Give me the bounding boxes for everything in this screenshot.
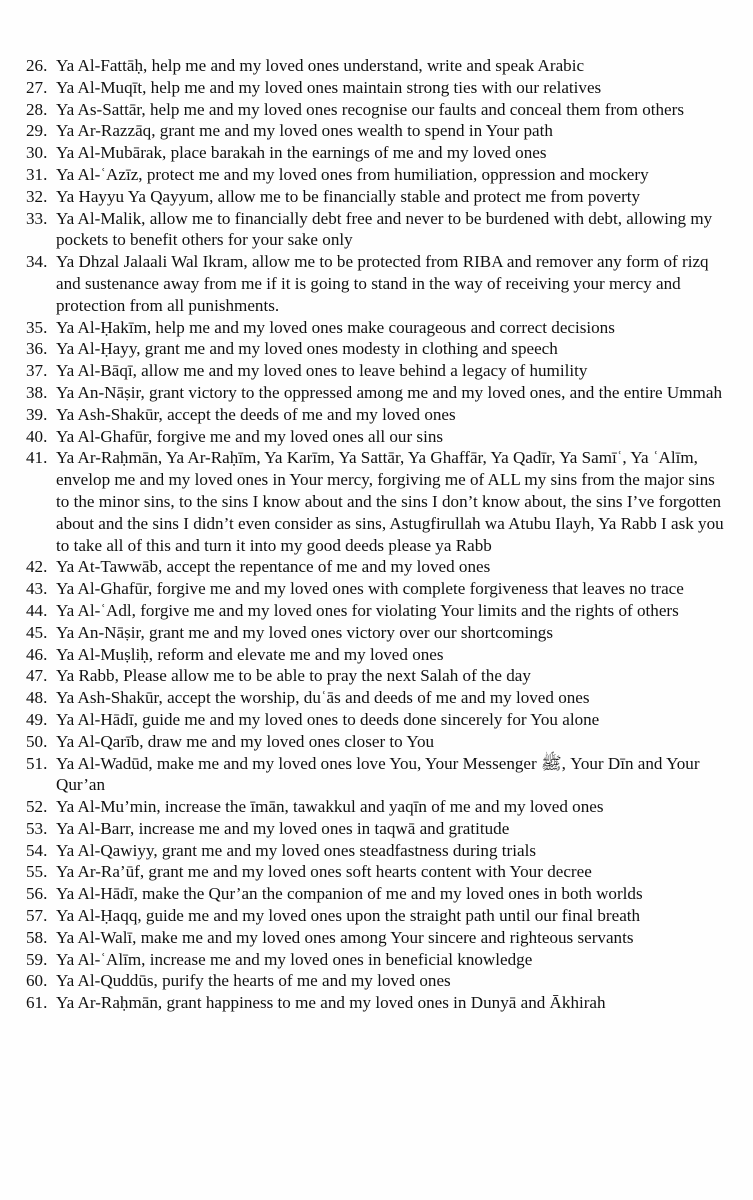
item-text: Ya Al-Bāqī, allow me and my loved ones to leave behind a legacy of humility — [56, 361, 588, 381]
item-number: 27. — [26, 77, 48, 97]
list-item — [26, 644, 726, 666]
list-item — [26, 709, 726, 731]
item-text: Ya Al-Quddūs, purify the hearts of me and my loved ones — [56, 971, 451, 991]
item-number: 52. — [26, 797, 48, 817]
item-number: 36. — [26, 339, 48, 359]
item-number: 53. — [26, 818, 48, 838]
item-text: Ya Al-ʿAlīm, increase me and my loved ones in beneficial knowledge — [56, 949, 533, 969]
list-item — [26, 447, 726, 556]
list-item — [26, 99, 726, 121]
item-text: Ya Al-Qawiyy, grant me and my loved ones steadfastness during trials — [56, 840, 536, 860]
item-text: Ya Al-Muṣliḥ, reform and elevate me and my loved ones — [56, 644, 444, 664]
item-number: 58. — [26, 927, 48, 947]
list-item — [26, 164, 726, 186]
item-text: Ya At-Tawwāb, accept the repentance of me and my loved ones — [56, 557, 491, 577]
list-item — [26, 861, 726, 883]
item-number: 51. — [26, 753, 48, 773]
item-text: Ya Rabb, Please allow me to be able to pray the next Salah of the day — [56, 666, 531, 686]
item-text: Ya Hayyu Ya Qayyum, allow me to be financially stable and protect me from poverty — [56, 186, 641, 206]
item-number: 54. — [26, 840, 48, 860]
list-item — [26, 818, 726, 840]
item-text: Ya Al-Ghafūr, forgive me and my loved ones with complete forgiveness that leaves no trace — [56, 579, 684, 599]
item-text: Ya An-Nāṣir, grant me and my loved ones victory over our shortcomings — [56, 622, 554, 642]
item-text: Ya Al-Qarīb, draw me and my loved ones closer to You — [56, 731, 435, 751]
item-text: Ya Ar-Raḥmān, grant happiness to me and my loved ones in Dunyā and Ākhirah — [56, 993, 606, 1013]
item-number: 60. — [26, 971, 48, 991]
item-number: 37. — [26, 361, 48, 381]
item-text: Ya As-Sattār, help me and my loved ones recognise our faults and conceal them from others — [56, 99, 684, 119]
item-text: Ya Al-Barr, increase me and my loved ones in taqwā and gratitude — [56, 818, 510, 838]
item-number: 61. — [26, 993, 48, 1013]
item-text: Ya Al-Muqīt, help me and my loved ones maintain strong ties with our relatives — [56, 77, 602, 97]
item-text: Ya Ash-Shakūr, accept the deeds of me and my loved ones — [56, 404, 456, 424]
list-item — [26, 731, 726, 753]
item-text: Ya Dhzal Jalaali Wal Ikram, allow me to be protected from RIBA and remover any form of rizq and sustenance away from me if it is going to stand in the way of receiving your mercy and protection from all punishments. — [56, 252, 709, 315]
item-number: 38. — [26, 382, 48, 402]
item-text: Ya Al-Ghafūr, forgive me and my loved ones all our sins — [56, 426, 444, 446]
item-text: Ya Al-Mu’min, increase the īmān, tawakkul and yaqīn of me and my loved ones — [56, 797, 604, 817]
item-number: 44. — [26, 600, 48, 620]
item-text: Ya An-Nāṣir, grant victory to the oppressed among me and my loved ones, and the entire Ummah — [56, 382, 722, 402]
list-item — [26, 55, 726, 77]
list-item — [26, 120, 726, 142]
item-number: 39. — [26, 404, 48, 424]
item-number: 32. — [26, 186, 48, 206]
item-number: 28. — [26, 99, 48, 119]
item-number: 48. — [26, 688, 48, 708]
dua-list — [26, 55, 726, 1014]
list-item — [26, 622, 726, 644]
list-item — [26, 77, 726, 99]
item-text: Ya Ash-Shakūr, accept the worship, duʿās and deeds of me and my loved ones — [56, 688, 590, 708]
list-item — [26, 665, 726, 687]
item-number: 34. — [26, 252, 48, 272]
item-number: 31. — [26, 164, 48, 184]
item-text: Ya Al-Ḥakīm, help me and my loved ones make courageous and correct decisions — [56, 317, 615, 337]
item-number: 43. — [26, 579, 48, 599]
item-number: 41. — [26, 448, 48, 468]
list-item — [26, 840, 726, 862]
list-item — [26, 251, 726, 316]
list-item — [26, 578, 726, 600]
item-text: Ya Al-ʿAdl, forgive me and my loved ones for violating Your limits and the rights of others — [56, 600, 679, 620]
item-number: 57. — [26, 906, 48, 926]
item-text: Ya Ar-Razzāq, grant me and my loved ones wealth to spend in Your path — [56, 121, 553, 141]
item-text: Ya Al-Ḥaqq, guide me and my loved ones upon the straight path until our final breath — [56, 906, 641, 926]
item-number: 42. — [26, 557, 48, 577]
item-text: Ya Al-Wadūd, make me and my loved ones love You, Your Messenger ﷺ, Your Dīn and Your Qur’an — [56, 753, 700, 795]
item-number: 40. — [26, 426, 48, 446]
list-item — [26, 883, 726, 905]
item-number: 59. — [26, 949, 48, 969]
item-number: 47. — [26, 666, 48, 686]
item-number: 49. — [26, 709, 48, 729]
item-text: Ya Al-Malik, allow me to financially debt free and never to be burdened with debt, allowing my pockets to benefit others for your sake only — [56, 208, 713, 250]
item-text: Ya Ar-Raḥmān, Ya Ar-Raḥīm, Ya Karīm, Ya Sattār, Ya Ghaffār, Ya Qadīr, Ya Samīʿ, Ya ʿAlīm, envelop me and my loved ones in Your mercy, forgiving me of ALL my sins from the major sins to the minor sins, to the sins I know about and the sins I don’t know about, the sins I’ve forgotten about and the sins I didn’t even consider as sins, Astugfirullah wa Atubu Ilayh, Ya Rabb I ask you to take all of this and turn it into my good deeds please ya Rabb — [56, 448, 724, 555]
item-number: 50. — [26, 731, 48, 751]
item-text: Ya Ar-Ra’ūf, grant me and my loved ones soft hearts content with Your decree — [56, 862, 592, 882]
list-item — [26, 338, 726, 360]
item-text: Ya Al-Ḥayy, grant me and my loved ones modesty in clothing and speech — [56, 339, 558, 359]
list-item — [26, 556, 726, 578]
list-item — [26, 208, 726, 252]
list-item — [26, 404, 726, 426]
list-item — [26, 142, 726, 164]
list-item — [26, 317, 726, 339]
list-item — [26, 949, 726, 971]
list-item — [26, 970, 726, 992]
list-item — [26, 426, 726, 448]
list-item — [26, 360, 726, 382]
item-number: 29. — [26, 121, 48, 141]
item-number: 56. — [26, 884, 48, 904]
list-item — [26, 992, 726, 1014]
item-number: 46. — [26, 644, 48, 664]
item-number: 35. — [26, 317, 48, 337]
item-number: 55. — [26, 862, 48, 882]
list-item — [26, 186, 726, 208]
list-item — [26, 382, 726, 404]
list-item — [26, 600, 726, 622]
item-number: 45. — [26, 622, 48, 642]
item-text: Ya Al-Fattāḥ, help me and my loved ones understand, write and speak Arabic — [56, 56, 585, 75]
list-item — [26, 905, 726, 927]
list-item — [26, 687, 726, 709]
item-number: 26. — [26, 56, 48, 75]
item-number: 30. — [26, 143, 48, 163]
item-text: Ya Al-Mubārak, place barakah in the earnings of me and my loved ones — [56, 143, 547, 163]
list-item — [26, 753, 726, 797]
item-text: Ya Al-Hādī, guide me and my loved ones to deeds done sincerely for You alone — [56, 709, 600, 729]
item-text: Ya Al-Walī, make me and my loved ones among Your sincere and righteous servants — [56, 927, 634, 947]
item-text: Ya Al-ʿAzīz, protect me and my loved ones from humiliation, oppression and mockery — [56, 164, 649, 184]
list-item — [26, 927, 726, 949]
item-text: Ya Al-Hādī, make the Qur’an the companion of me and my loved ones in both worlds — [56, 884, 643, 904]
item-number: 33. — [26, 208, 48, 228]
list-item — [26, 796, 726, 818]
